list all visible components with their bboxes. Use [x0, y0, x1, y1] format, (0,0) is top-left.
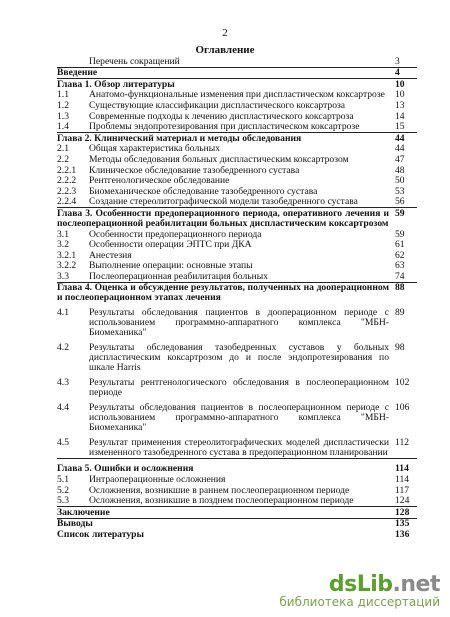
toc-divider [57, 458, 417, 459]
toc-entry-title: Методы обследования больных диспластическим коксартрозом [89, 153, 349, 165]
toc-entry [57, 112, 417, 122]
toc-entry-title: Проблемы эндопротезирования при диспластическом коксартрозе [89, 121, 360, 133]
toc-entry-page: 10 [395, 78, 405, 90]
toc-entry [57, 530, 417, 540]
toc-entry-title: Глава 1. Обзор литературы [57, 78, 175, 90]
toc-entry-title: Современные подходы к лечению диспластического коксартроза [89, 110, 354, 122]
toc-entry-page: 102 [395, 377, 410, 389]
toc-entry [57, 403, 417, 433]
toc-entry-title: Глава 2. Клинический материал и методы обследования [57, 132, 302, 144]
toc-entry-page: 63 [395, 260, 405, 272]
toc-entry [57, 251, 417, 261]
table-of-contents [57, 56, 417, 540]
toc-entry-number: 3.2.1 [57, 249, 77, 261]
toc-entry [57, 155, 417, 165]
toc-entry [57, 261, 417, 271]
toc-entry-number: 2.2 [57, 153, 69, 165]
toc-entry-page: 114 [395, 474, 410, 486]
toc-entry-title: Послеоперационная реабилитация больных [89, 270, 269, 282]
toc-entry-title: Результаты обследования тазобедренных суставов у больных диспластическим коксартрозом до и после эндопротезирования по шкале Harris [89, 342, 389, 374]
toc-entry-page: 117 [395, 484, 410, 496]
toc-entry-title: Анатомо-функциональные изменения при диспластическом коксартрозе [89, 89, 385, 101]
toc-entry-title: Выполнение операции: основные этапы [89, 260, 253, 272]
toc-entry-title: Биомеханическое обследование тазобедренного сустава [89, 185, 318, 197]
toc-entry [57, 101, 417, 111]
watermark-logo-main: dsLib [328, 572, 393, 597]
toc-entry-page: 114 [395, 463, 409, 475]
toc-entry [57, 230, 417, 240]
toc-entry-title: Клиническое обследование тазобедренного сустава [89, 164, 300, 176]
toc-entry [57, 57, 417, 67]
toc-entry-page: 53 [395, 185, 405, 197]
toc-entry-page: 74 [395, 270, 405, 282]
watermark-logo [279, 572, 440, 597]
toc-entry-title: Выводы [57, 518, 93, 530]
toc-entry-number: 3.2 [57, 239, 69, 251]
toc-entry-page: 50 [395, 175, 405, 187]
toc-entry-page: 10 [395, 89, 405, 101]
toc-entry-page: 124 [395, 495, 410, 507]
toc-entry [57, 308, 417, 338]
toc-entry-title: Введение [57, 67, 98, 79]
toc-entry [57, 187, 417, 197]
toc-entry [57, 508, 417, 518]
toc-entry-number: 5.3 [57, 495, 69, 507]
toc-entry-title: Интраоперационные осложнения [89, 474, 226, 486]
toc-entry-page: 13 [395, 99, 405, 111]
toc-entry [57, 486, 417, 496]
page-number: 2 [222, 27, 228, 39]
toc-entry-title: Глава 3. Особенности предоперационного периода, оперативного лечения и послеоперационной реабилитации больных диспластическим коксартрозом [57, 207, 389, 229]
toc-entry [57, 166, 417, 176]
toc-entry [57, 240, 417, 250]
toc-entry-page: 44 [395, 132, 405, 144]
toc-entry [57, 134, 417, 144]
toc-entry-title: Общая характеристика больных [89, 143, 221, 155]
toc-entry-number: 4.1 [57, 307, 69, 319]
toc-entry-number: 2.2.1 [57, 164, 77, 176]
toc-entry-page: 112 [395, 437, 410, 449]
toc-entry [57, 378, 417, 398]
toc-entry [57, 519, 417, 529]
toc-entry-number: 4.5 [57, 437, 69, 449]
toc-entry-title: Существующие классификации диспластического коксартроза [89, 99, 346, 111]
toc-entry-page: 14 [395, 110, 405, 122]
toc-entry-number: 3.1 [57, 228, 69, 240]
toc-entry [57, 475, 417, 485]
toc-entry-title: Рентгенологическое обследование [89, 175, 230, 187]
toc-entry-number: 4.3 [57, 377, 69, 389]
toc-entry-page: 135 [395, 518, 410, 530]
toc-entry-number: 2.2.4 [57, 196, 77, 208]
toc-title: Оглавление [195, 44, 255, 56]
toc-entry [57, 209, 417, 229]
toc-entry-title: Глава 5. Ошибки и осложнения [57, 463, 194, 475]
toc-entry-number: 3.3 [57, 270, 69, 282]
toc-entry-page: 48 [395, 164, 405, 176]
toc-entry-page: 59 [395, 228, 405, 240]
toc-entry-page: 3 [395, 55, 400, 67]
toc-entry-number: 2.1 [57, 143, 69, 155]
toc-entry-page: 4 [395, 67, 400, 79]
toc-entry-page: 61 [395, 239, 405, 251]
toc-entry-number: 5.1 [57, 474, 69, 486]
toc-entry-page: 128 [395, 506, 410, 518]
toc-entry-page: 62 [395, 249, 405, 261]
toc-entry-page: 98 [395, 342, 405, 354]
toc-entry-title: Глава 4. Оценка и обсуждение результатов, полученных на дооперационном и послеоперационном этапах лечения [57, 282, 389, 304]
toc-entry-page: 44 [395, 143, 405, 155]
toc-entry [57, 283, 417, 303]
toc-entry-title: Перечень сокращений [89, 55, 180, 67]
toc-entry-page: 89 [395, 307, 405, 319]
toc-entry [57, 80, 417, 90]
toc-entry-title: Анестезия [89, 249, 132, 261]
toc-entry-page: 106 [395, 402, 410, 414]
toc-entry [57, 464, 417, 474]
toc-entry-number: 1.1 [57, 89, 69, 101]
toc-entry-number: 4.2 [57, 342, 69, 354]
toc-entry [57, 90, 417, 100]
toc-entry [57, 496, 417, 506]
watermark-subtitle: библиотека диссертаций [279, 595, 440, 609]
toc-entry [57, 272, 417, 282]
toc-entry-title: Создание стереолитографической модели тазобедренного сустава [89, 196, 358, 208]
toc-entry [57, 68, 417, 78]
toc-entry-number: 3.2.2 [57, 260, 77, 272]
watermark [279, 572, 440, 609]
toc-entry [57, 176, 417, 186]
toc-entry-page: 88 [395, 282, 405, 294]
toc-entry-number: 1.4 [57, 121, 69, 133]
toc-entry-number: 2.2.2 [57, 175, 77, 187]
toc-entry-number: 1.3 [57, 110, 69, 122]
toc-entry-number [57, 57, 89, 67]
toc-entry-title: Заключение [57, 506, 110, 518]
toc-entry-title: Осложнения, возникшие в позднем послеоперационном периоде [89, 495, 354, 507]
toc-entry-page: 59 [395, 207, 405, 219]
toc-entry-number: 2.2.3 [57, 185, 77, 197]
toc-entry-title: Результаты обследования пациентов в послеоперационном периоде с использованием программно-аппаратного комплекса "МБН-Биомеханика" [89, 402, 389, 434]
toc-entry-title: Особенности операции ЭПТС при ДКА [89, 239, 252, 251]
toc-entry-page: 47 [395, 153, 405, 165]
toc-entry [57, 438, 417, 458]
toc-entry-page: 136 [395, 529, 410, 541]
toc-entry [57, 144, 417, 154]
toc-entry [57, 122, 417, 132]
toc-entry-title: Список литературы [57, 529, 144, 541]
toc-entry-title: Результат применения стереолитографических моделей диспластически измененного тазобедренного сустава в предоперационном планировании [89, 437, 389, 459]
toc-entry-title: Осложнения, возникшие в раннем послеоперационном периоде [89, 484, 350, 496]
toc-entry-page: 15 [395, 121, 405, 133]
toc-entry [57, 197, 417, 207]
toc-entry-title: Результаты обследования пациентов в дооперационном периоде с использованием программно-аппаратного комплекса "МБН-Биомеханика" [89, 307, 389, 339]
toc-entry-title: Результаты рентгенологического обследования в послеоперационном периоде [89, 377, 389, 399]
toc-entry-number: 5.2 [57, 484, 69, 496]
toc-entry [57, 343, 417, 373]
watermark-logo-suffix: .net [392, 572, 440, 597]
toc-entry-number: 1.2 [57, 99, 69, 111]
toc-entry-number: 4.4 [57, 402, 69, 414]
toc-entry-title: Особенности предоперационного периода [89, 228, 262, 240]
toc-entry-page: 56 [395, 196, 405, 208]
